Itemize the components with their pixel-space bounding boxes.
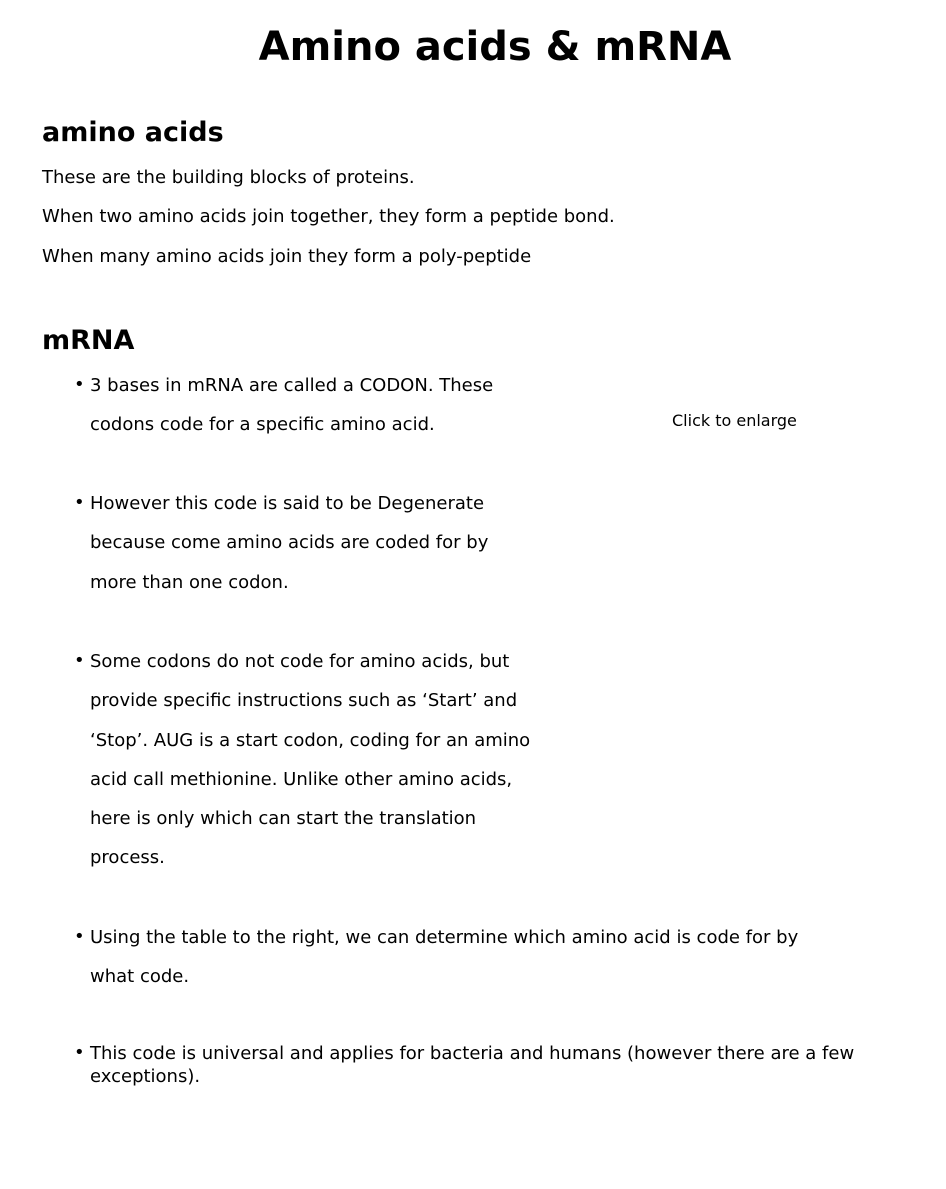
bullet-text: Using the table to the right, we can determine which amino acid is code for by what code.	[90, 927, 799, 988]
page-title: Amino acids & mRNA	[258, 24, 732, 70]
mrna-heading: mRNA	[42, 325, 135, 356]
amino-acids-paragraph: When two amino acids join together, they form a peptide bond.	[42, 206, 615, 227]
bullet-item-universal	[74, 1042, 854, 1088]
bullet-icon: •	[74, 492, 85, 513]
bullet-icon: •	[74, 650, 85, 671]
bullet-text: 3 bases in mRNA are called a CODON. These codons code for a specific amino acid.	[90, 375, 494, 436]
bullet-item-degenerate	[74, 484, 488, 602]
amino-acids-heading: amino acids	[42, 117, 224, 148]
amino-acids-paragraph: These are the building blocks of proteins.	[42, 167, 415, 188]
bullet-text: This code is universal and applies for bacteria and humans (however there are a few exceptions).	[90, 1043, 855, 1087]
bullet-item-codon	[74, 366, 493, 445]
bullet-icon: •	[74, 374, 85, 395]
bullet-item-start-stop	[74, 642, 530, 878]
bullet-text: However this code is said to be Degenerate because come amino acids are coded for by more than one codon.	[90, 493, 489, 593]
bullet-item-table	[74, 918, 798, 997]
bullet-icon: •	[74, 1042, 85, 1063]
amino-acids-paragraph: When many amino acids join they form a poly-peptide	[42, 246, 532, 267]
bullet-icon: •	[74, 926, 85, 947]
bullet-text: Some codons do not code for amino acids, but provide specific instructions such as ‘Start’ and ‘Stop’. AUG is a start codon, coding for an amino acid call methionine. Unlike other amino acids, here is only which can start the translation process.	[90, 651, 531, 869]
click-to-enlarge-link[interactable]: Click to enlarge	[672, 411, 797, 430]
